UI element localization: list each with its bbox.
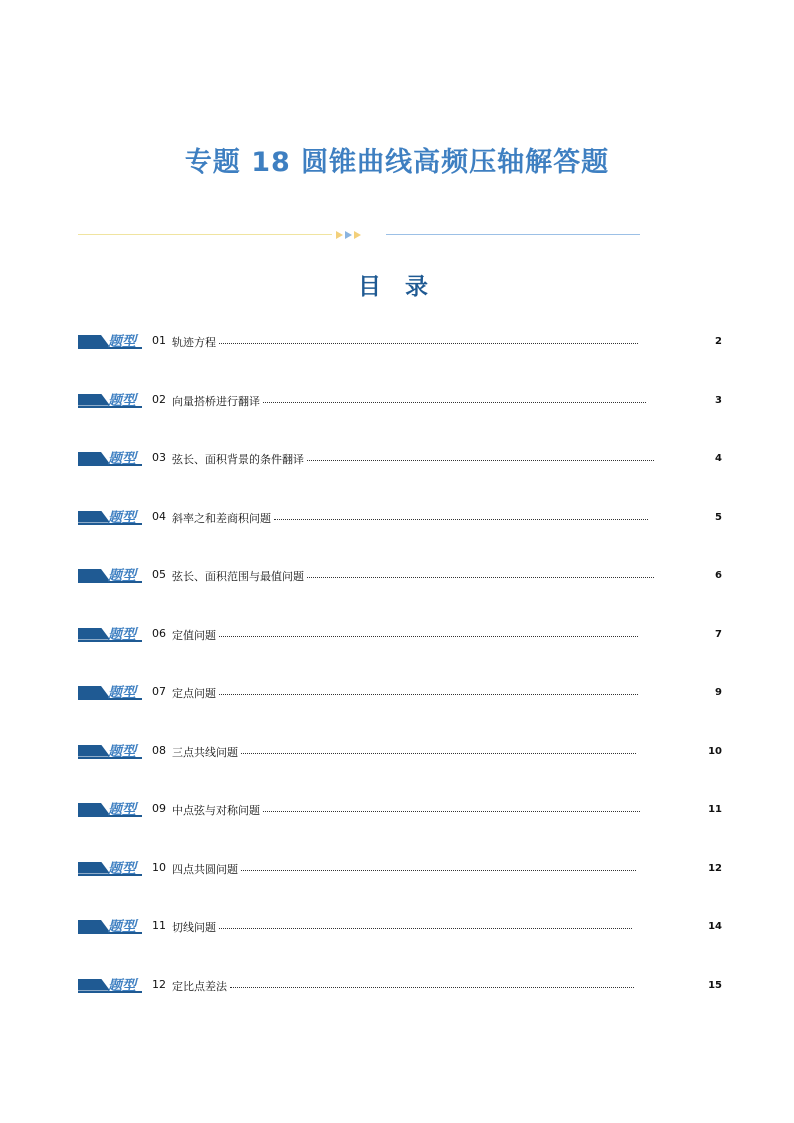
badge-label: 题型 xyxy=(108,568,136,584)
toc-entry[interactable] xyxy=(78,915,728,939)
toc-entry-text xyxy=(152,978,227,994)
question-type-badge xyxy=(78,509,142,525)
toc-leader-dots xyxy=(241,870,636,871)
toc-leader-dots xyxy=(274,519,648,520)
toc-entry-number: 04 xyxy=(152,509,166,523)
toc-entry-text xyxy=(152,744,238,760)
toc-entry-label: 切线问题 xyxy=(172,921,216,934)
question-type-badge xyxy=(78,392,142,408)
toc-entry-label: 定比点差法 xyxy=(172,979,227,993)
badge-label: 题型 xyxy=(108,743,136,760)
toc-leader-dots xyxy=(219,694,638,695)
toc-entry[interactable] xyxy=(78,740,728,764)
toc-entry-number: 01 xyxy=(152,334,166,347)
badge-shape xyxy=(78,452,110,464)
badge-label: 题型 xyxy=(108,392,136,409)
question-type-badge xyxy=(78,743,142,759)
toc-entry-label: 斜率之和差商积问题 xyxy=(172,511,271,525)
toc-entry-page: 11 xyxy=(708,804,722,815)
badge-shape xyxy=(78,569,110,581)
toc-entry-text xyxy=(152,802,260,818)
badge-shape xyxy=(78,394,110,406)
toc-entry-text xyxy=(152,861,238,877)
toc-entry-page: 7 xyxy=(715,628,722,640)
toc-entry-number: 10 xyxy=(152,860,166,874)
toc-entry[interactable] xyxy=(78,974,728,998)
toc-entry[interactable] xyxy=(78,857,728,881)
toc-entry[interactable] xyxy=(78,564,728,588)
toc-entry-number: 09 xyxy=(152,802,166,815)
toc-entry-page: 5 xyxy=(715,511,722,523)
toc-entry-page: 2 xyxy=(715,336,722,347)
question-type-badge xyxy=(78,626,142,642)
toc-entry-page: 9 xyxy=(715,687,722,698)
toc-leader-dots xyxy=(263,811,640,812)
document-title: 专题 18 圆锥曲线高频压轴解答题 xyxy=(184,147,610,178)
toc-entry[interactable] xyxy=(78,798,728,822)
toc-entry-text xyxy=(152,919,216,935)
toc-leader-dots xyxy=(307,577,654,578)
badge-shape xyxy=(78,920,110,932)
toc-entry-page: 3 xyxy=(715,394,722,406)
toc-entry-page: 12 xyxy=(708,862,722,874)
badge-label: 题型 xyxy=(108,509,136,526)
badge-label: 题型 xyxy=(108,685,136,701)
question-type-badge xyxy=(78,977,142,993)
badge-shape xyxy=(78,803,110,815)
title-divider xyxy=(78,229,640,241)
question-type-badge xyxy=(78,801,142,817)
toc-entry-label: 中点弦与对称问题 xyxy=(172,804,260,817)
question-type-badge xyxy=(78,567,142,583)
toc-entry[interactable] xyxy=(78,623,728,647)
badge-shape xyxy=(78,628,110,640)
toc-entry[interactable] xyxy=(78,447,728,471)
toc-entry[interactable] xyxy=(78,506,728,530)
toc-leader-dots xyxy=(241,753,636,754)
toc-entry-text xyxy=(152,334,216,350)
badge-label: 题型 xyxy=(108,860,136,877)
arrow-icon xyxy=(354,231,361,239)
toc-entry-page: 4 xyxy=(715,453,722,464)
toc-heading: 目 录 xyxy=(357,274,436,300)
toc-entry-text xyxy=(152,685,216,701)
badge-shape xyxy=(78,979,110,991)
badge-shape xyxy=(78,745,110,757)
toc-entry-number: 03 xyxy=(152,451,166,464)
divider-arrows xyxy=(336,229,363,239)
question-type-badge xyxy=(78,450,142,466)
toc-leader-dots xyxy=(219,928,632,929)
toc-entry-text xyxy=(152,451,304,467)
question-type-badge xyxy=(78,918,142,934)
toc-entry-label: 定点问题 xyxy=(172,687,216,700)
toc-entry[interactable] xyxy=(78,681,728,705)
toc-entry-page: 6 xyxy=(715,570,722,581)
toc-entry-text xyxy=(152,568,304,584)
arrow-icon xyxy=(345,231,352,239)
toc-entry-label: 定值问题 xyxy=(172,628,216,642)
toc-entry-number: 12 xyxy=(152,977,166,991)
toc-leader-dots xyxy=(219,343,638,344)
toc-entry-text xyxy=(152,510,271,526)
toc-leader-dots xyxy=(263,402,646,403)
toc-entry-number: 05 xyxy=(152,568,166,581)
divider-line-left xyxy=(78,234,332,235)
badge-shape xyxy=(78,335,110,347)
badge-label: 题型 xyxy=(108,334,136,350)
toc-entry-label: 弦长、面积范围与最值问题 xyxy=(172,570,304,583)
toc-entry-number: 08 xyxy=(152,743,166,757)
toc-entry-label: 轨迹方程 xyxy=(172,336,216,349)
toc-entry-number: 11 xyxy=(152,919,166,932)
arrow-icon xyxy=(336,231,343,239)
question-type-badge xyxy=(78,684,142,700)
question-type-badge xyxy=(78,333,142,349)
toc-leader-dots xyxy=(307,460,654,461)
toc-entry-label: 四点共圆问题 xyxy=(172,862,238,876)
badge-shape xyxy=(78,862,110,874)
toc-entry[interactable] xyxy=(78,330,728,354)
badge-label: 题型 xyxy=(108,919,136,935)
toc-entry-page: 15 xyxy=(708,979,722,991)
toc-entry-number: 07 xyxy=(152,685,166,698)
toc-leader-dots xyxy=(219,636,638,637)
toc-entry-page: 10 xyxy=(708,745,722,757)
toc-entry-page: 14 xyxy=(708,921,722,932)
question-type-badge xyxy=(78,860,142,876)
toc-entry[interactable] xyxy=(78,389,728,413)
toc-entry-label: 三点共线问题 xyxy=(172,745,238,759)
toc-entry-label: 向量搭桥进行翻译 xyxy=(172,394,260,408)
divider-line-right xyxy=(386,234,640,235)
badge-label: 题型 xyxy=(108,626,136,643)
badge-shape xyxy=(78,511,110,523)
toc-leader-dots xyxy=(230,987,634,988)
badge-label: 题型 xyxy=(108,451,136,467)
toc-entry-number: 06 xyxy=(152,626,166,640)
toc-entry-text xyxy=(152,393,260,409)
toc-entry-number: 02 xyxy=(152,392,166,406)
toc-entry-text xyxy=(152,627,216,643)
badge-label: 题型 xyxy=(108,802,136,818)
toc-entry-label: 弦长、面积背景的条件翻译 xyxy=(172,453,304,466)
badge-shape xyxy=(78,686,110,698)
badge-label: 题型 xyxy=(108,977,136,994)
